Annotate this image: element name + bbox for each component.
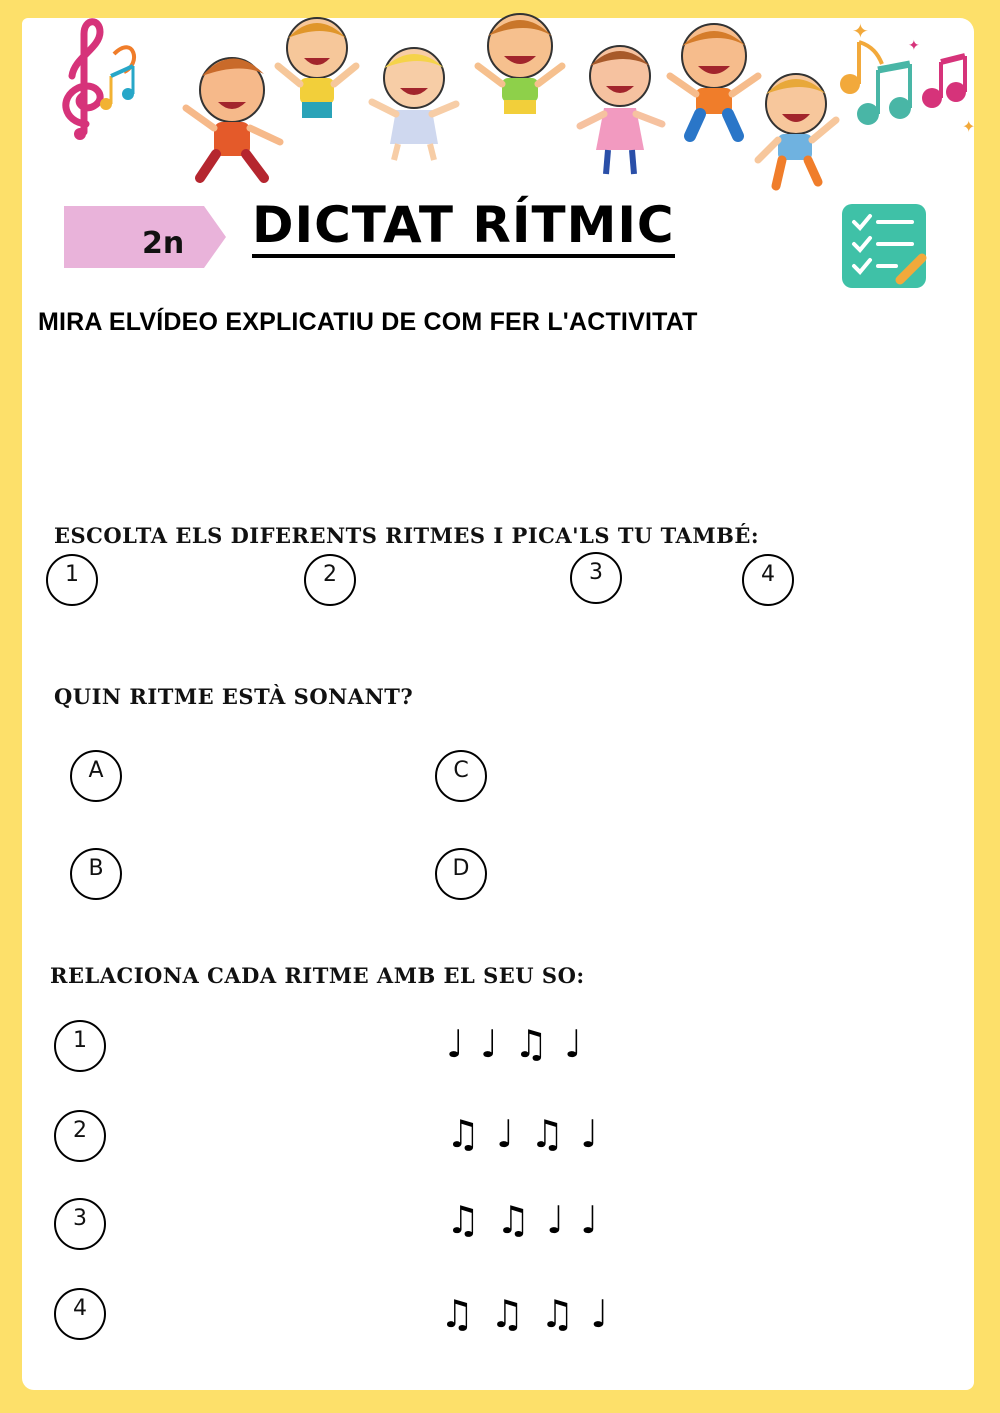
svg-text:✦: ✦ [962,117,976,136]
music-notes-icon [824,14,984,144]
answer-option-c[interactable]: C [435,750,487,802]
answer-option-b[interactable]: B [70,848,122,900]
rhythm-option-3[interactable]: 3 [570,552,622,604]
rhythm-pattern[interactable]: ♫ ♫ ♫ ♩ [440,1292,611,1336]
rhythm-option-4[interactable]: 4 [742,554,794,606]
checklist-icon [842,204,928,290]
child-illustration [752,64,842,194]
match-heading: RELACIONA CADA RITME AMB EL SEU SO: [50,963,585,988]
match-number-1[interactable]: 1 [54,1020,106,1072]
child-illustration [364,32,464,162]
rhythm-pattern[interactable]: ♫ ♫ ♩ ♩ [446,1198,601,1242]
match-number-4[interactable]: 4 [54,1288,106,1340]
listen-heading: ESCOLTA ELS DIFERENTS RITMES I PICA'LS TU TAMBÉ: [54,523,760,548]
match-number-3[interactable]: 3 [54,1198,106,1250]
child-illustration [470,4,570,124]
page-title: DICTAT RÍTMIC [252,196,675,258]
answer-option-a[interactable]: A [70,750,122,802]
svg-text:✦: ✦ [908,38,920,54]
child-illustration [570,30,670,180]
rhythm-option-1[interactable]: 1 [46,554,98,606]
svg-text:✦: ✦ [852,19,869,43]
rhythm-pattern[interactable]: ♩ ♩ ♫ ♩ [446,1022,585,1066]
grade-label: 2n [142,226,185,261]
rhythm-pattern[interactable]: ♫ ♩ ♫ ♩ [446,1112,601,1156]
child-illustration [664,14,764,144]
which-rhythm-heading: QUIN RITME ESTÀ SONANT? [54,684,414,709]
answer-option-d[interactable]: D [435,848,487,900]
video-instruction: MIRA ELVÍDEO EXPLICATIU DE COM FER L'ACTIVITAT [38,308,698,336]
match-number-2[interactable]: 2 [54,1110,106,1162]
child-illustration [272,8,362,128]
rhythm-option-2[interactable]: 2 [304,554,356,606]
treble-clef-notes-icon [44,14,164,144]
